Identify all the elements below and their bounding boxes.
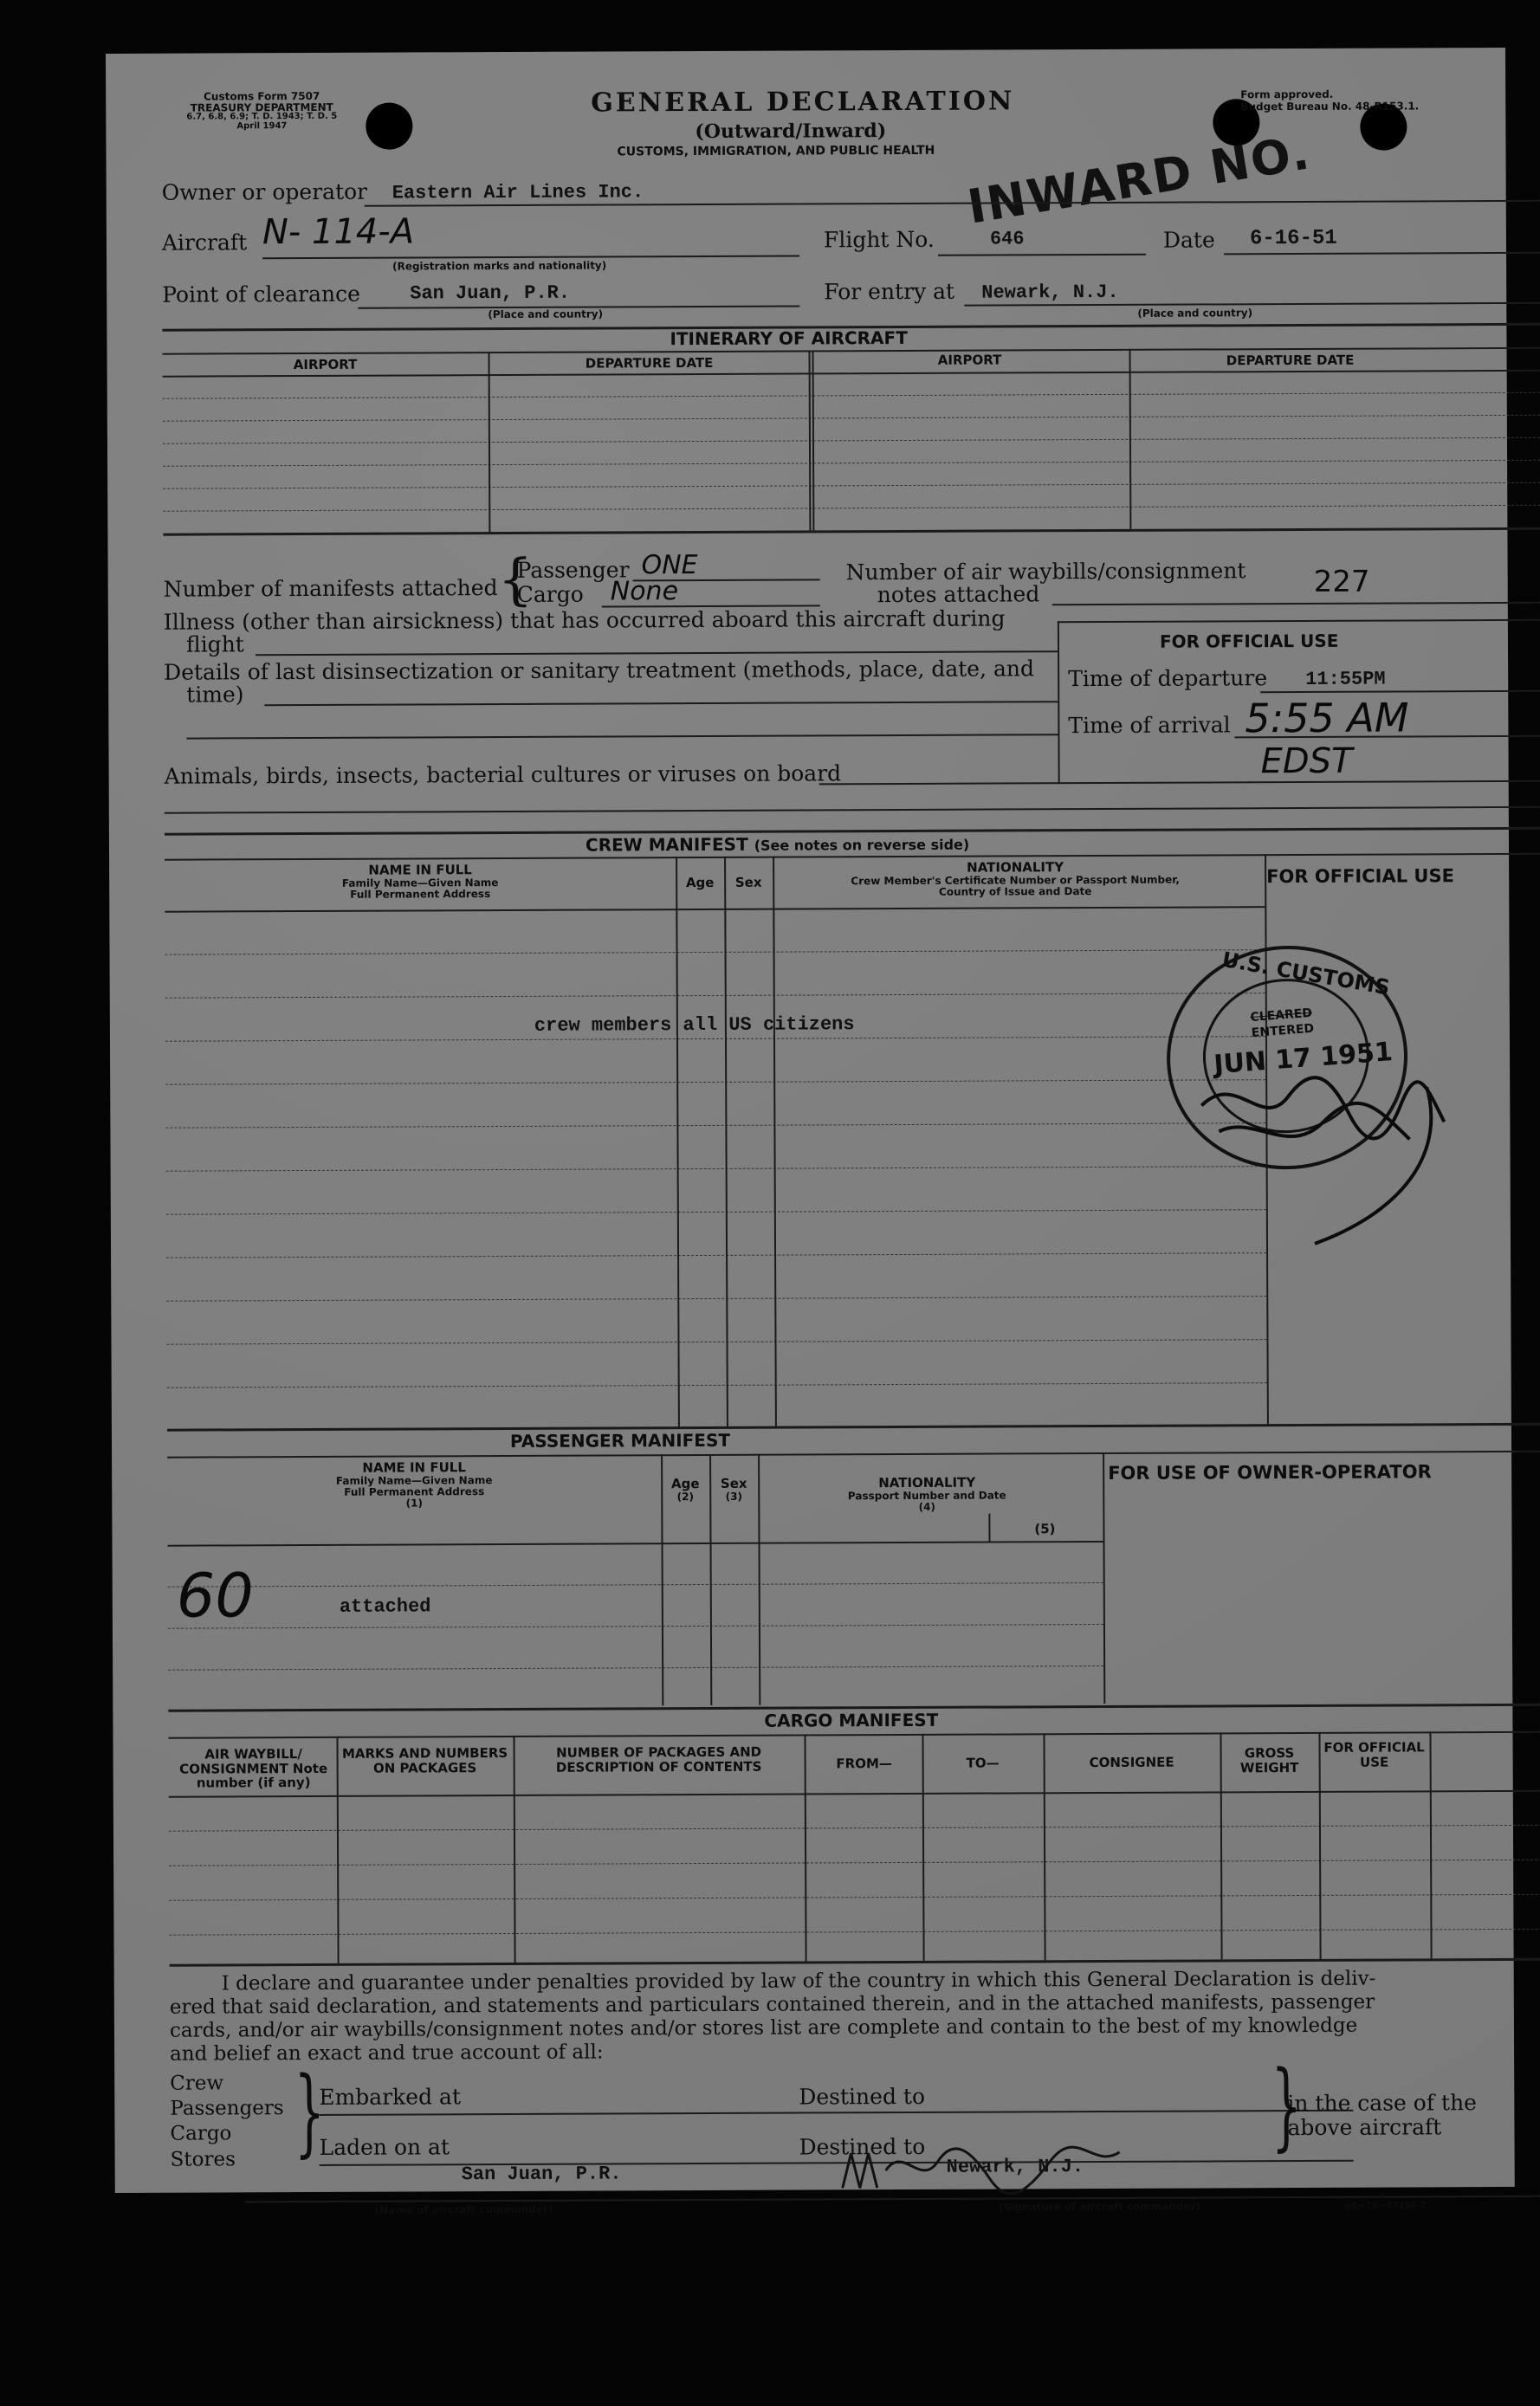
passenger-header-nationality-text: NATIONALITY: [878, 1474, 976, 1491]
crew-header-nationality: [773, 859, 1258, 898]
crew-header-age: Age: [685, 874, 715, 891]
case-brace: }: [1271, 2049, 1303, 2162]
form-number: Customs Form 7507: [204, 89, 320, 103]
crew-header-official: FOR OFFICIAL USE: [1266, 865, 1454, 888]
crew-header-nationality-sub: Crew Member's Certificate Number or Passport Number,: [851, 873, 1180, 887]
itinerary-header-airport: AIRPORT: [293, 356, 358, 373]
inward-stamp: INWARD NO.: [963, 125, 1315, 235]
crew-manifest-title: [586, 833, 969, 856]
waybills-label: Number of air waybills/consignment: [845, 558, 1246, 585]
crew-entry: crew members all US citizens: [534, 1013, 855, 1037]
aircraft-value: N- 114-A: [262, 211, 415, 253]
passenger-header-sex: [709, 1477, 758, 1503]
crew-header-nationality-sub2: Country of Issue and Date: [938, 884, 1092, 898]
destined-label: Destined to: [799, 2083, 926, 2110]
form-approved: Form approved.: [1240, 87, 1334, 101]
print-code: o6—16—53255-2: [1344, 2201, 1427, 2211]
passenger-col-num: (2): [676, 1490, 694, 1503]
customs-stamp-top: U.S. CUSTOMS: [1220, 947, 1392, 1000]
declaration-line: ered that said declaration, and statements and particulars contained therein, and in the attached manifests, passenger: [169, 1990, 1375, 2019]
manifests-label: Number of manifests attached: [163, 575, 498, 602]
passenger-col-num: (4): [918, 1500, 936, 1513]
crew-header-name-sub2: Full Permanent Address: [350, 887, 491, 901]
passenger-header-owner: FOR USE OF OWNER-OPERATOR: [1108, 1461, 1432, 1484]
arrival-time-value: 5:55 AM: [1245, 694, 1409, 742]
cargo-header-to: TO—: [966, 1755, 1000, 1771]
arrival-time-zone: EDST: [1260, 741, 1353, 782]
commander-signature: [833, 2135, 1128, 2196]
commander-name-note: (Name of aircraft commander): [374, 2202, 553, 2216]
passenger-header-age: [661, 1477, 709, 1503]
declaration-line: and belief an exact and true account of all:: [170, 2041, 604, 2066]
declaration-item-crew: Crew: [170, 2072, 224, 2095]
embarked-label: Embarked at: [319, 2084, 462, 2110]
crew-header-name-text: NAME IN FULL: [368, 862, 472, 878]
destination-value: Newark, N.J.: [946, 2156, 1084, 2178]
itinerary-title: ITINERARY OF AIRCRAFT: [670, 327, 908, 350]
cargo-header-waybill: AIR WAYBILL/ CONSIGNMENT Note number (if any): [179, 1746, 328, 1791]
customs-stamp-entered: ENTERED: [1251, 1021, 1315, 1041]
passenger-header-sex-text: Sex: [720, 1475, 747, 1491]
cargo-header-weight: GROSS WEIGHT: [1239, 1745, 1299, 1775]
crew-header-name-sub: Family Name—Given Name: [341, 876, 499, 889]
passenger-header-name: [167, 1459, 661, 1510]
animals-label: Animals, birds, insects, bacterial cultures or viruses on board: [164, 760, 842, 789]
destined-label-2: Destined to: [799, 2133, 926, 2160]
aircraft-label: Aircraft: [161, 230, 248, 255]
passenger-count: 60: [176, 1560, 255, 1632]
itinerary-header-departure: DEPARTURE DATE: [1226, 352, 1355, 369]
passenger-col-num: (1): [405, 1497, 423, 1510]
cargo-header-from: FROM—: [836, 1756, 892, 1772]
passenger-header-name-text: NAME IN FULL: [362, 1459, 466, 1476]
clearance-value: San Juan, P.R.: [410, 281, 571, 305]
form-number-block: [166, 91, 357, 132]
itinerary-header-departure: DEPARTURE DATE: [585, 354, 714, 372]
declaration-items: [170, 2071, 284, 2172]
passenger-manifest-value: ONE: [641, 550, 698, 581]
budget-bureau-number: Budget Bureau No. 48-R153.1.: [1240, 100, 1420, 113]
passenger-col-num: (3): [725, 1490, 742, 1503]
approval-block: [1240, 87, 1419, 113]
flight-label: Flight No.: [823, 226, 935, 253]
declaration-line: cards, and/or air waybills/consignment notes and/or stores list are complete and contain to the best of my knowledge: [169, 2014, 1358, 2042]
punch-hole: [366, 102, 412, 149]
in-case-label-2: above aircraft: [1287, 2114, 1442, 2141]
cargo-header-packages: NUMBER OF PACKAGES AND DESCRIPTION OF CONTENTS: [555, 1743, 762, 1775]
official-use-title: FOR OFFICIAL USE: [1159, 630, 1339, 652]
illness-label-2: flight: [185, 631, 244, 657]
passenger-entry: attached: [339, 1595, 431, 1618]
page-subtitle: (Outward/Inward): [695, 120, 887, 144]
commander-signature-note: (Signature of aircraft commander): [998, 2200, 1201, 2214]
aircraft-note: (Registration marks and nationality): [392, 259, 607, 273]
entry-label: For entry at: [824, 278, 955, 305]
disinsectization-label-2: time): [186, 682, 244, 708]
crew-header-nationality-text: NATIONALITY: [967, 859, 1064, 876]
entry-value: Newark, N.J.: [981, 281, 1119, 304]
date-value: 6-16-51: [1249, 226, 1337, 251]
cargo-header-official: FOR OFFICIAL USE: [1323, 1739, 1425, 1770]
waybills-label-2: notes attached: [877, 581, 1040, 608]
itinerary-header-airport: AIRPORT: [937, 352, 1002, 368]
owner-label: Owner or operator: [161, 178, 368, 205]
agencies-line: CUSTOMS, IMMIGRATION, AND PUBLIC HEALTH: [617, 143, 935, 159]
crew-manifest-note: (See notes on reverse side): [754, 836, 970, 854]
passenger-header-nationality: [758, 1475, 1096, 1514]
passenger-header-age-text: Age: [670, 1476, 700, 1492]
declaration-item-passengers: Passengers: [170, 2097, 284, 2120]
cargo-manifest-label: Cargo: [516, 581, 584, 607]
cargo-header-marks: MARKS AND NUMBERS ON PACKAGES: [341, 1744, 508, 1776]
entry-place-note: (Place and country): [1137, 307, 1253, 320]
laden-label: Laden on at: [319, 2134, 450, 2160]
date-label: Date: [1162, 227, 1215, 253]
waybills-value: 227: [1313, 564, 1370, 599]
general-declaration-form: [106, 48, 1515, 2216]
disinsectization-label: Details of last disinsectization or sanitary treatment (methods, place, date, and: [164, 656, 1035, 685]
cargo-header-consignee: CONSIGNEE: [1089, 1754, 1174, 1771]
passenger-header-nationality-sub: Passport Number and Date: [847, 1488, 1006, 1502]
crew-header-sex: Sex: [734, 874, 762, 890]
owner-value: Eastern Air Lines Inc.: [391, 181, 644, 204]
declaration-item-cargo: Cargo: [170, 2122, 232, 2146]
cargo-manifest-value: None: [610, 576, 679, 607]
origin-value: San Juan, P.R.: [461, 2163, 622, 2186]
declaration-text: [170, 1968, 1376, 2067]
passenger-header-name-sub: Family Name—Given Name: [335, 1473, 493, 1487]
manifests-brace: {: [497, 547, 534, 613]
regulation-refs: 6.7, 6.8, 6.9; T. D. 1943; T. D. 5: [186, 112, 338, 122]
customs-signature: [1184, 1052, 1471, 1252]
crew-header-name: [165, 862, 676, 901]
crew-manifest-title-text: CREW MANIFEST: [585, 833, 748, 856]
departure-time-value: 11:55PM: [1305, 668, 1386, 690]
clearance-place-note: (Place and country): [488, 307, 604, 321]
departure-time-label: Time of departure: [1068, 665, 1268, 692]
passenger-manifest-title: PASSENGER MANIFEST: [509, 1429, 731, 1452]
department: TREASURY DEPARTMENT: [190, 100, 333, 114]
clearance-label: Point of clearance: [162, 281, 360, 307]
customs-stamp-date: JUN 17 1951: [1213, 1037, 1394, 1081]
revision-date: April 1947: [236, 120, 288, 132]
flight-value: 646: [989, 228, 1025, 250]
illness-label: Illness (other than airsickness) that has occurred aboard this aircraft during: [163, 605, 1006, 635]
page-title: GENERAL DECLARATION: [591, 86, 1015, 119]
customs-stamp-cleared: CLEARED: [1249, 1006, 1313, 1025]
declaration-item-stores: Stores: [170, 2147, 236, 2171]
passenger-header-name-sub2: Full Permanent Address: [344, 1484, 485, 1498]
declaration-line: I declare and guarantee under penalties provided by law of the country in which this General Declaration is deliv-: [221, 1967, 1376, 1995]
passenger-manifest-label: Passenger: [516, 557, 630, 583]
in-case-label: in the case of the: [1287, 2090, 1478, 2117]
cargo-manifest-title: CARGO MANIFEST: [764, 1709, 939, 1731]
passenger-col-num-5: (5): [1034, 1521, 1056, 1537]
arrival-time-label: Time of arrival: [1068, 712, 1231, 739]
items-brace: }: [294, 2055, 326, 2168]
